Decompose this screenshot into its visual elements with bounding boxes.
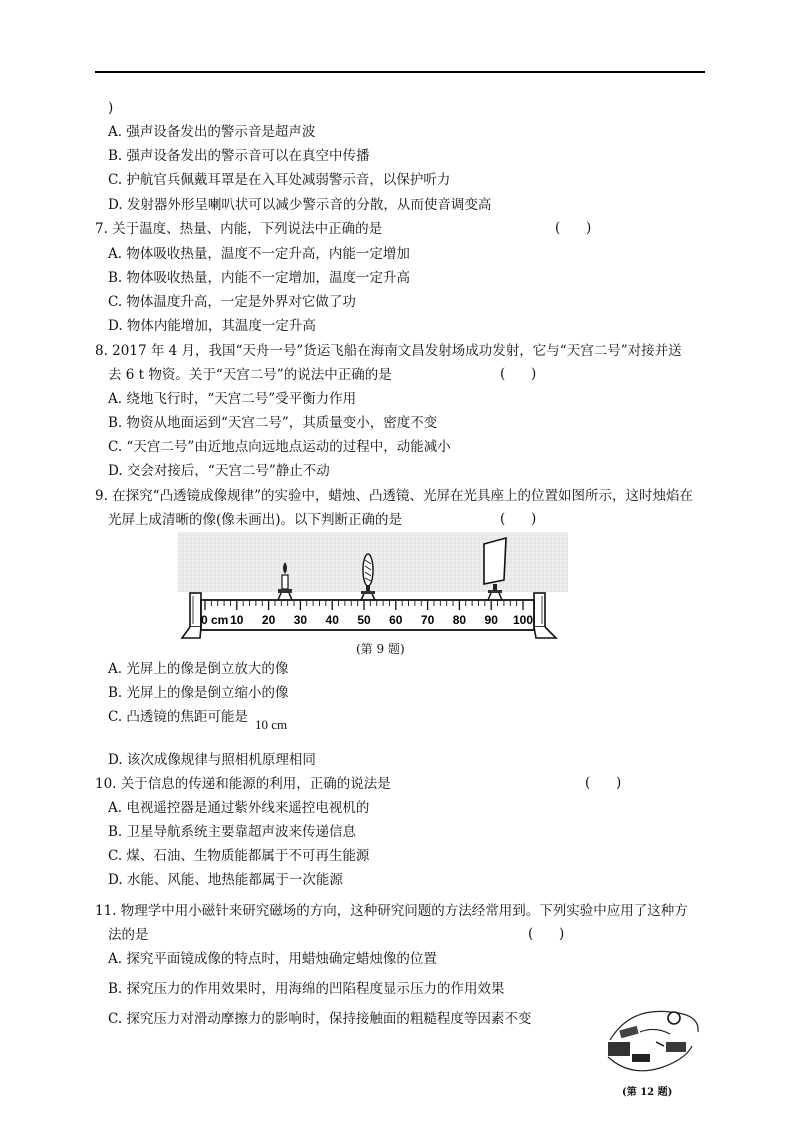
q9-option-a: A. 光屏上的像是倒立放大的像: [108, 661, 289, 677]
q7-option-c: C. 物体温度升高，一定是外界对它做了功: [108, 294, 356, 310]
switch-icon: [632, 1054, 650, 1062]
q11-option-a: A. 探究平面镜成像的特点时，用蜡烛确定蜡烛像的位置: [108, 951, 437, 967]
q9-stem-line1: 9. 在探究“凸透镜成像规律”的实验中，蜡烛、凸透镜、光屏在光具座上的位置如图所示，这时烛焰在: [95, 488, 693, 504]
q11-stem-line2: 法的是: [108, 927, 149, 943]
figure9-caption: (第 9 题): [356, 642, 405, 656]
lamp-icon: [668, 1012, 680, 1024]
ruler-tick-label: 10: [230, 613, 244, 627]
q9-option-c-value: 10 cm: [255, 717, 288, 732]
ruler-tick-label: 100: [512, 613, 534, 627]
q7-answer-paren: ( ): [555, 220, 592, 236]
q7-option-d: D. 物体内能增加，其温度一定升高: [108, 318, 316, 334]
header-rule: [95, 71, 705, 73]
q11-answer-paren: ( ): [528, 926, 565, 942]
ruler-tick-label: 80: [452, 613, 467, 627]
q9-option-b: B. 光屏上的像是倒立缩小的像: [108, 685, 289, 701]
optical-bench-figure: [178, 530, 568, 644]
q6-option-b: B. 强声设备发出的警示音可以在真空中传播: [108, 148, 370, 164]
q6-option-c: C. 护航官兵佩戴耳罩是在入耳处减弱警示音，以保护听力: [108, 172, 451, 188]
q9-answer-paren: ( ): [500, 511, 537, 527]
ruler-tick-label: 90: [484, 613, 498, 627]
ruler-tick-label: 30: [293, 613, 308, 627]
q8-option-c: C. “天宫二号”由近地点向远地点运动的过程中，动能减小: [108, 439, 451, 455]
rheostat-icon: [608, 1042, 630, 1056]
q9-stem-line2: 光屏上成清晰的像(像未画出)。以下判断正确的是: [108, 512, 403, 528]
q11-option-b: B. 探究压力的作用效果时，用海绵的凹陷程度显示压力的作用效果: [108, 981, 505, 997]
q10-option-d: D. 水能、风能、地热能都属于一次能源: [108, 872, 343, 888]
continuation-paren: ): [108, 100, 114, 116]
q11-option-c: C. 探究压力对滑动摩擦力的影响时，保持接触面的粗糙程度等因素不变: [108, 1011, 532, 1027]
q8-answer-paren: ( ): [500, 366, 537, 382]
figure12-caption: (第 12 题): [622, 1087, 673, 1098]
meter-icon: [666, 1042, 686, 1052]
q8-stem-line2: 去 6 t 物资。关于“天宫二号”的说法中正确的是: [108, 367, 392, 383]
ruler-tick-label: 20: [261, 613, 276, 627]
q11-stem-line1: 11. 物理学中用小磁针来研究磁场的方向，这种研究问题的方法经常用到。下列实验中应用了这种方: [95, 903, 688, 919]
q9-option-d: D. 该次成像规律与照相机原理相同: [108, 752, 316, 768]
q10-answer-paren: ( ): [585, 775, 622, 791]
q8-option-a: A. 绕地飞行时，“天宫二号”受平衡力作用: [108, 391, 357, 407]
bench-right-support: [534, 593, 556, 638]
circuit-figure: [600, 1002, 710, 1086]
ruler-tick-label: 0 cm: [201, 613, 229, 627]
ruler-tick-label: 60: [389, 613, 403, 627]
q7-option-a: A. 物体吸收热量，温度不一定升高，内能一定增加: [108, 246, 410, 262]
circuit-svg: [600, 1002, 710, 1082]
q7-option-b: B. 物体吸收热量，内能不一定增加，温度一定升高: [108, 270, 411, 286]
q8-stem-line1: 8. 2017 年 4 月，我国“天舟一号”货运飞船在海南文昌发射场成功发射，它与“天宫二号”对接并送: [95, 343, 682, 359]
battery-icon: [619, 1026, 638, 1038]
ruler-tick-label: 40: [325, 613, 339, 627]
q10-option-b: B. 卫星导航系统主要靠超声波来传递信息: [108, 824, 357, 840]
q6-option-a: A. 强声设备发出的警示音是超声波: [108, 124, 316, 140]
q9-option-c: C. 凸透镜的焦距可能是: [108, 709, 248, 725]
q8-option-b: B. 物资从地面运到“天宫二号”，其质量变小，密度不变: [108, 415, 438, 431]
ruler-tick-label: 50: [357, 613, 371, 627]
q6-option-d: D. 发射器外形呈喇叭状可以减少警示音的分散，从而使音调变高: [108, 197, 492, 213]
q8-option-d: D. 交会对接后，“天宫二号”静止不动: [108, 463, 330, 479]
optical-bench-svg: [178, 530, 568, 640]
q10-option-c: C. 煤、石油、生物质能都属于不可再生能源: [108, 848, 370, 864]
q10-stem: 10. 关于信息的传递和能源的利用，正确的说法是: [95, 776, 391, 792]
ruler-tick-label: 70: [420, 613, 435, 627]
q10-option-a: A. 电视遥控器是通过紫外线来遥控电视机的: [108, 800, 370, 816]
q7-stem: 7. 关于温度、热量、内能，下列说法中正确的是: [95, 221, 383, 237]
bench-left-support: [182, 593, 201, 638]
